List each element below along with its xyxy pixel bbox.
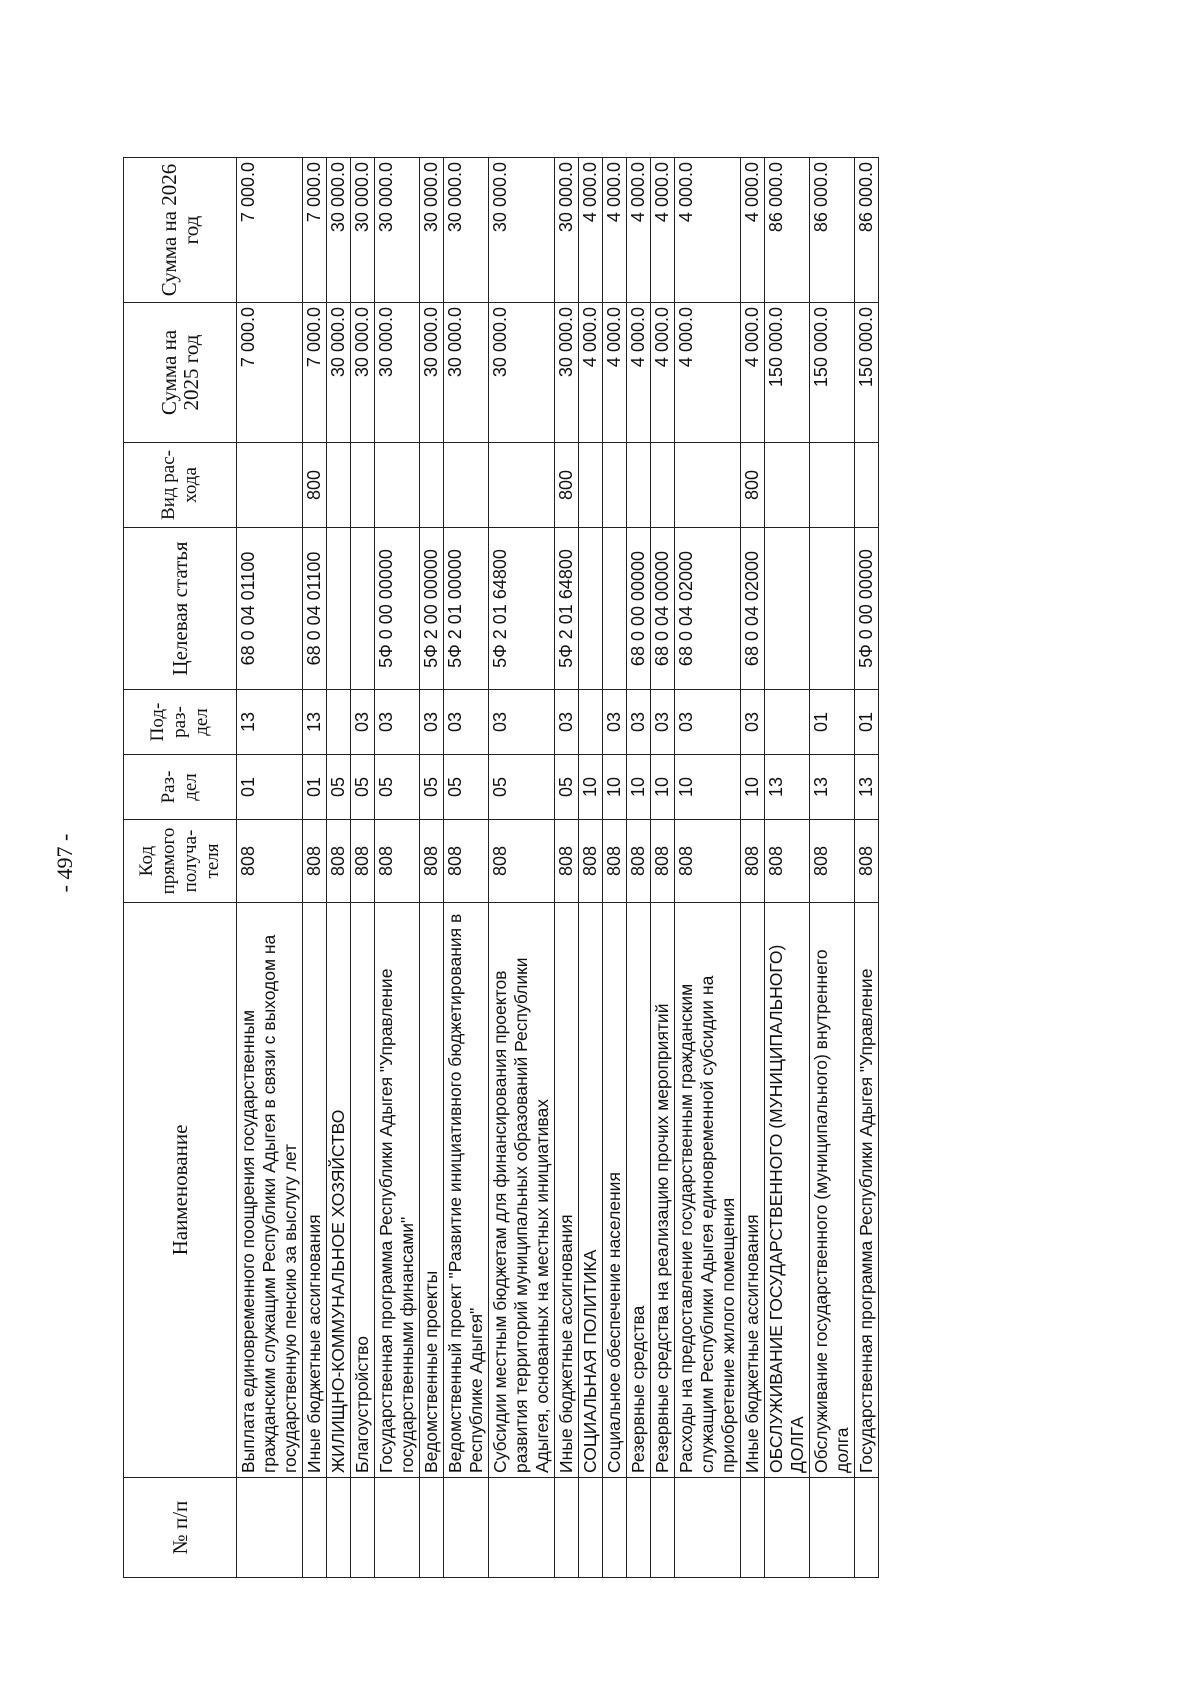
cell-code: 808 <box>765 820 810 903</box>
cell-sum-2025: 4 000.0 <box>579 303 603 443</box>
cell-sum-2026: 86 000.0 <box>765 158 810 303</box>
cell-target: 5Ф 2 00 00000 <box>420 528 444 690</box>
cell-sum-2026: 30 000.0 <box>327 158 351 303</box>
table-row <box>603 158 627 1578</box>
header-sum-2026: Сумма на 2026 год <box>124 158 237 303</box>
cell-num <box>810 1478 855 1578</box>
cell-podrazdel: 03 <box>351 690 375 755</box>
cell-podrazdel: 13 <box>237 690 303 755</box>
cell-vid: 800 <box>555 443 579 528</box>
cell-sum-2025: 30 000.0 <box>489 303 555 443</box>
cell-sum-2025: 4 000.0 <box>603 303 627 443</box>
cell-podrazdel: 01 <box>855 690 879 755</box>
cell-target: 68 0 04 01100 <box>237 528 303 690</box>
cell-name: Резервные средства на реализацию прочих мероприятий <box>651 903 675 1478</box>
header-code: Код прямого получа-теля <box>124 820 237 903</box>
cell-sum-2026: 4 000.0 <box>675 158 741 303</box>
header-sum-2025: Сумма на 2025 год <box>124 303 237 443</box>
cell-num <box>675 1478 741 1578</box>
cell-code: 808 <box>303 820 327 903</box>
cell-razdel: 05 <box>444 755 489 820</box>
cell-podrazdel <box>327 690 351 755</box>
cell-sum-2026: 7 000.0 <box>237 158 303 303</box>
cell-name: Ведомственные проекты <box>420 903 444 1478</box>
cell-sum-2026: 4 000.0 <box>651 158 675 303</box>
cell-num <box>579 1478 603 1578</box>
cell-razdel: 10 <box>579 755 603 820</box>
cell-target: 5Ф 2 01 64800 <box>555 528 579 690</box>
cell-razdel: 01 <box>303 755 327 820</box>
header-num: № п/п <box>124 1478 237 1578</box>
cell-podrazdel: 03 <box>675 690 741 755</box>
cell-target <box>765 528 810 690</box>
cell-razdel: 05 <box>351 755 375 820</box>
cell-name: Обслуживание государственного (муниципального) внутреннего долга <box>810 903 855 1478</box>
cell-razdel: 10 <box>627 755 651 820</box>
cell-vid <box>420 443 444 528</box>
cell-code: 808 <box>444 820 489 903</box>
cell-sum-2026: 86 000.0 <box>810 158 855 303</box>
cell-code: 808 <box>675 820 741 903</box>
cell-podrazdel: 03 <box>603 690 627 755</box>
cell-name: ЖИЛИЩНО-КОММУНАЛЬНОЕ ХОЗЯЙСТВО <box>327 903 351 1478</box>
cell-razdel: 05 <box>327 755 351 820</box>
cell-target <box>579 528 603 690</box>
cell-target <box>351 528 375 690</box>
cell-sum-2025: 30 000.0 <box>555 303 579 443</box>
cell-num <box>603 1478 627 1578</box>
cell-name: Иные бюджетные ассигнования <box>555 903 579 1478</box>
cell-name: Субсидии местным бюджетам для финансирования проектов развития территорий муниципальных образований Республики Адыгея, основанных на местных инициативах <box>489 903 555 1478</box>
cell-razdel: 01 <box>237 755 303 820</box>
cell-num <box>627 1478 651 1578</box>
cell-name: Ведомственный проект "Развитие инициативного бюджетирования в Республике Адыгея" <box>444 903 489 1478</box>
cell-sum-2025: 4 000.0 <box>675 303 741 443</box>
table-row <box>351 158 375 1578</box>
header-name: Наименование <box>124 903 237 1478</box>
header-podrazdel: Под-раз-дел <box>124 690 237 755</box>
cell-code: 808 <box>351 820 375 903</box>
cell-name: Социальное обеспечение населения <box>603 903 627 1478</box>
cell-num <box>237 1478 303 1578</box>
cell-podrazdel: 03 <box>420 690 444 755</box>
table-row <box>327 158 351 1578</box>
cell-num <box>420 1478 444 1578</box>
table-row <box>627 158 651 1578</box>
table-row <box>741 158 765 1578</box>
cell-num <box>651 1478 675 1578</box>
table-row <box>855 158 879 1578</box>
cell-razdel: 13 <box>810 755 855 820</box>
cell-sum-2025: 30 000.0 <box>444 303 489 443</box>
cell-target: 5Ф 2 01 64800 <box>489 528 555 690</box>
cell-vid <box>627 443 651 528</box>
cell-target: 68 0 04 02000 <box>675 528 741 690</box>
budget-table <box>123 157 879 1578</box>
table-row <box>810 158 855 1578</box>
cell-sum-2025: 150 000.0 <box>855 303 879 443</box>
cell-target: 5Ф 2 01 00000 <box>444 528 489 690</box>
table-row <box>489 158 555 1578</box>
cell-sum-2026: 86 000.0 <box>855 158 879 303</box>
table-header-row <box>124 158 237 1578</box>
cell-vid <box>579 443 603 528</box>
cell-target <box>603 528 627 690</box>
cell-sum-2025: 150 000.0 <box>765 303 810 443</box>
cell-razdel: 10 <box>603 755 627 820</box>
cell-num <box>855 1478 879 1578</box>
cell-code: 808 <box>741 820 765 903</box>
table-row <box>555 158 579 1578</box>
cell-name: Государственная программа Республики Адыгея "Управление государственными финансами" <box>375 903 420 1478</box>
cell-sum-2025: 4 000.0 <box>627 303 651 443</box>
cell-num <box>351 1478 375 1578</box>
cell-vid <box>810 443 855 528</box>
cell-podrazdel: 13 <box>303 690 327 755</box>
cell-sum-2025: 4 000.0 <box>741 303 765 443</box>
page-number: - 497 - <box>52 833 77 893</box>
cell-podrazdel: 03 <box>444 690 489 755</box>
cell-code: 808 <box>327 820 351 903</box>
cell-name: Государственная программа Республики Адыгея "Управление <box>855 903 879 1478</box>
cell-target: 5Ф 0 00 00000 <box>855 528 879 690</box>
cell-sum-2026: 7 000.0 <box>303 158 327 303</box>
cell-sum-2026: 30 000.0 <box>351 158 375 303</box>
cell-podrazdel <box>579 690 603 755</box>
cell-sum-2026: 4 000.0 <box>603 158 627 303</box>
cell-sum-2025: 4 000.0 <box>651 303 675 443</box>
cell-target <box>327 528 351 690</box>
cell-sum-2025: 7 000.0 <box>303 303 327 443</box>
cell-podrazdel: 03 <box>741 690 765 755</box>
cell-name: СОЦИАЛЬНАЯ ПОЛИТИКА <box>579 903 603 1478</box>
cell-vid <box>675 443 741 528</box>
cell-num <box>741 1478 765 1578</box>
header-vid: Вид рас-хода <box>124 443 237 528</box>
cell-vid <box>375 443 420 528</box>
cell-sum-2026: 30 000.0 <box>489 158 555 303</box>
cell-name: Иные бюджетные ассигнования <box>303 903 327 1478</box>
cell-sum-2026: 4 000.0 <box>627 158 651 303</box>
cell-name: Иные бюджетные ассигнования <box>741 903 765 1478</box>
cell-vid <box>327 443 351 528</box>
cell-num <box>327 1478 351 1578</box>
cell-sum-2026: 30 000.0 <box>555 158 579 303</box>
cell-code: 808 <box>651 820 675 903</box>
cell-code: 808 <box>375 820 420 903</box>
cell-podrazdel: 03 <box>555 690 579 755</box>
header-target: Целевая статья <box>124 528 237 690</box>
table-row <box>675 158 741 1578</box>
cell-code: 808 <box>810 820 855 903</box>
cell-sum-2026: 4 000.0 <box>741 158 765 303</box>
cell-razdel: 13 <box>855 755 879 820</box>
cell-num <box>765 1478 810 1578</box>
table-row <box>420 158 444 1578</box>
table-row <box>765 158 810 1578</box>
cell-razdel: 10 <box>651 755 675 820</box>
cell-podrazdel <box>765 690 810 755</box>
cell-target: 68 0 04 00000 <box>651 528 675 690</box>
cell-razdel: 05 <box>375 755 420 820</box>
cell-code: 808 <box>579 820 603 903</box>
cell-sum-2025: 30 000.0 <box>327 303 351 443</box>
cell-target: 5Ф 0 00 00000 <box>375 528 420 690</box>
cell-target: 68 0 04 02000 <box>741 528 765 690</box>
cell-podrazdel: 03 <box>375 690 420 755</box>
cell-vid <box>651 443 675 528</box>
cell-sum-2026: 4 000.0 <box>579 158 603 303</box>
cell-num <box>375 1478 420 1578</box>
cell-sum-2025: 30 000.0 <box>351 303 375 443</box>
cell-sum-2025: 30 000.0 <box>420 303 444 443</box>
cell-vid: 800 <box>303 443 327 528</box>
cell-target: 68 0 04 01100 <box>303 528 327 690</box>
cell-sum-2025: 7 000.0 <box>237 303 303 443</box>
cell-vid <box>603 443 627 528</box>
cell-num <box>303 1478 327 1578</box>
cell-name: Выплата единовременного поощрения государственным гражданским служащим Республики Адыгея в связи с выходом на государственную пенсию за выслугу лет <box>237 903 303 1478</box>
cell-vid <box>351 443 375 528</box>
cell-razdel: 05 <box>555 755 579 820</box>
cell-name: Резервные средства <box>627 903 651 1478</box>
header-razdel: Раз-дел <box>124 755 237 820</box>
cell-code: 808 <box>855 820 879 903</box>
cell-vid <box>237 443 303 528</box>
budget-table-container <box>123 158 1083 1578</box>
cell-code: 808 <box>555 820 579 903</box>
cell-code: 808 <box>237 820 303 903</box>
table-body <box>237 158 879 1578</box>
cell-razdel: 05 <box>489 755 555 820</box>
cell-code: 808 <box>420 820 444 903</box>
cell-num <box>489 1478 555 1578</box>
cell-podrazdel: 03 <box>627 690 651 755</box>
cell-code: 808 <box>603 820 627 903</box>
cell-target <box>810 528 855 690</box>
table-row <box>651 158 675 1578</box>
table-row <box>303 158 327 1578</box>
cell-name: Расходы на предоставление государственным гражданским служащим Республики Адыгея единовременной субсидии на приобретение жилого помещения <box>675 903 741 1478</box>
cell-sum-2026: 30 000.0 <box>444 158 489 303</box>
cell-name: ОБСЛУЖИВАНИЕ ГОСУДАРСТВЕННОГО (МУНИЦИПАЛЬНОГО) ДОЛГА <box>765 903 810 1478</box>
cell-sum-2025: 30 000.0 <box>375 303 420 443</box>
cell-podrazdel: 03 <box>651 690 675 755</box>
cell-sum-2025: 150 000.0 <box>810 303 855 443</box>
cell-vid <box>444 443 489 528</box>
cell-razdel: 10 <box>741 755 765 820</box>
cell-vid <box>765 443 810 528</box>
cell-vid <box>855 443 879 528</box>
cell-num <box>444 1478 489 1578</box>
cell-razdel: 05 <box>420 755 444 820</box>
cell-code: 808 <box>627 820 651 903</box>
cell-sum-2026: 30 000.0 <box>375 158 420 303</box>
table-row <box>237 158 303 1578</box>
cell-vid: 800 <box>741 443 765 528</box>
table-row <box>375 158 420 1578</box>
cell-num <box>555 1478 579 1578</box>
cell-podrazdel: 01 <box>810 690 855 755</box>
cell-podrazdel: 03 <box>489 690 555 755</box>
cell-target: 68 0 00 00000 <box>627 528 651 690</box>
cell-vid <box>489 443 555 528</box>
cell-sum-2026: 30 000.0 <box>420 158 444 303</box>
cell-razdel: 10 <box>675 755 741 820</box>
cell-name: Благоустройство <box>351 903 375 1478</box>
cell-razdel: 13 <box>765 755 810 820</box>
cell-code: 808 <box>489 820 555 903</box>
table-row <box>579 158 603 1578</box>
table-row <box>444 158 489 1578</box>
